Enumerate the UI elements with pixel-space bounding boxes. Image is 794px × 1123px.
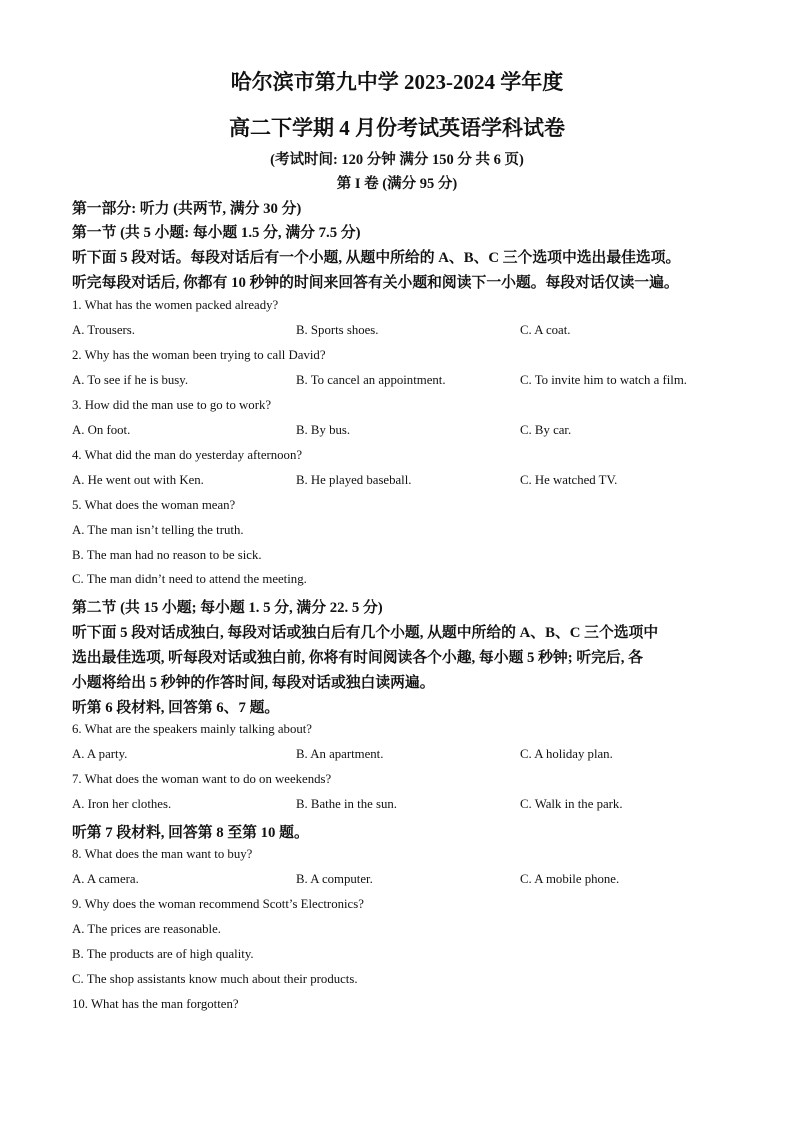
option-c: C. He watched TV. — [520, 473, 618, 487]
option-b: B. To cancel an appointment. — [296, 373, 446, 387]
instruction-text: 选出最佳选项, 听每段对话或独白前, 你将有时间阅读各个小趣, 每小题 5 秒钟; 听完后, 各 — [72, 650, 643, 666]
option-b: B. Sports shoes. — [296, 323, 379, 337]
instruction-text: 小题将给出 5 秒钟的作答时间, 每段对话或独白读两遍。 — [72, 675, 435, 691]
question-text: 3. How did the man use to go to work? — [72, 398, 272, 412]
option-a: A. He went out with Ken. — [72, 473, 204, 487]
option-b: B. By bus. — [296, 423, 351, 437]
option-c: C. By car. — [520, 423, 572, 437]
question-text: 9. Why does the woman recommend Scott’s Electronics? — [72, 897, 364, 911]
option-b: B. He played baseball. — [296, 473, 412, 487]
volume-heading: 第 I 卷 (满分 95 分) — [336, 176, 458, 192]
option-c: C. Walk in the park. — [520, 797, 623, 811]
option-a: A. A camera. — [72, 872, 139, 886]
option-b: B. The products are of high quality. — [72, 947, 254, 961]
option-a: A. Trousers. — [72, 323, 135, 337]
option-b: B. A computer. — [296, 872, 373, 886]
option-c: C. To invite him to watch a film. — [520, 373, 687, 387]
option-a: A. The prices are reasonable. — [72, 922, 221, 936]
question-text: 10. What has the man forgotten? — [72, 997, 239, 1011]
option-c: C. The shop assistants know much about their products. — [72, 972, 358, 986]
option-b: B. Bathe in the sun. — [296, 797, 397, 811]
instruction-text: 听完每段对话后, 你都有 10 秒钟的时间来回答有关小题和阅读下一小题。每段对话仅读一遍。 — [72, 275, 679, 291]
option-c: C. A holiday plan. — [520, 747, 613, 761]
exam-info: (考试时间: 120 分钟 满分 150 分 共 6 页) — [270, 152, 524, 168]
option-a: A. To see if he is busy. — [72, 373, 189, 387]
option-c: C. A coat. — [520, 323, 571, 337]
material-heading: 听第 6 段材料, 回答第 6、7 题。 — [72, 700, 280, 716]
option-b: B. The man had no reason to be sick. — [72, 548, 262, 562]
exam-title: 哈尔滨市第九中学 2023-2024 学年度 — [230, 70, 564, 94]
option-a: A. On foot. — [72, 423, 131, 437]
option-c: C. The man didn’t need to attend the meeting. — [72, 572, 307, 586]
option-a: A. A party. — [72, 747, 128, 761]
question-text: 7. What does the woman want to do on weekends? — [72, 772, 332, 786]
material-heading: 听第 7 段材料, 回答第 8 至第 10 题。 — [72, 825, 309, 841]
instruction-text: 听下面 5 段对话。每段对话后有一个小题, 从题中所给的 A、B、C 三个选项中选出最佳选项。 — [72, 250, 681, 266]
option-c: C. A mobile phone. — [520, 872, 620, 886]
question-text: 6. What are the speakers mainly talking about? — [72, 722, 312, 736]
exam-subtitle: 高二下学期 4 月份考试英语学科试卷 — [229, 116, 565, 140]
question-text: 8. What does the man want to buy? — [72, 847, 253, 861]
option-a: A. The man isn’t telling the truth. — [72, 523, 244, 537]
section-heading: 第二节 (共 15 小题; 每小题 1. 5 分, 满分 22. 5 分) — [72, 600, 383, 616]
option-b: B. An apartment. — [296, 747, 384, 761]
instruction-text: 听下面 5 段对话成独白, 每段对话或独白后有几个小题, 从题中所给的 A、B、C 三个选项中 — [72, 625, 659, 641]
question-text: 1. What has the women packed already? — [72, 298, 279, 312]
question-text: 2. Why has the woman been trying to call David? — [72, 348, 326, 362]
section-heading: 第一节 (共 5 小题: 每小题 1.5 分, 满分 7.5 分) — [72, 225, 361, 241]
question-text: 4. What did the man do yesterday afternoon? — [72, 448, 303, 462]
part-heading: 第一部分: 听力 (共两节, 满分 30 分) — [72, 201, 302, 217]
option-a: A. Iron her clothes. — [72, 797, 172, 811]
question-text: 5. What does the woman mean? — [72, 498, 236, 512]
